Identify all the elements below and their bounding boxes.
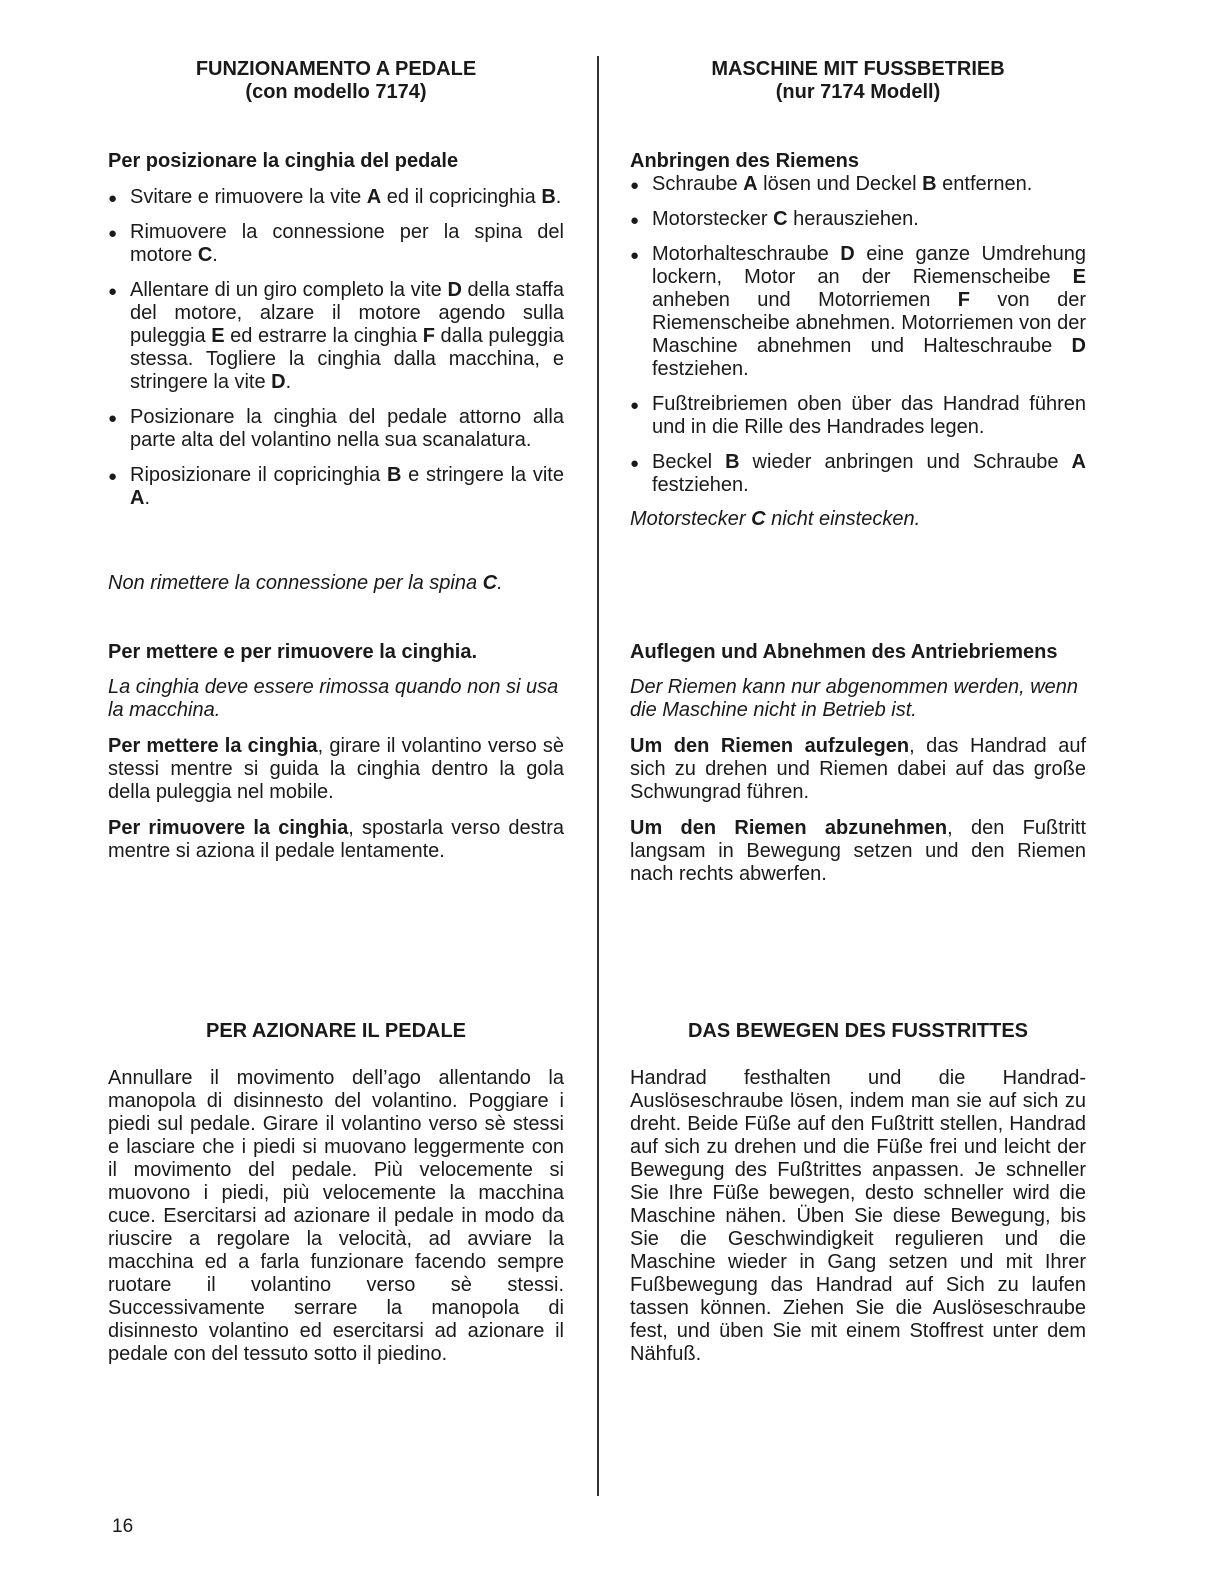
right-section3-title: DAS BEWEGEN DES FUSSTRITTES [687,1020,1029,1042]
left-section3-title: PER AZIONARE IL PEDALE [205,1020,467,1042]
list-item: ● Beckel B wieder anbringen und Schraube A festziehen. [630,451,1086,497]
list-item: ● Schraube A lösen und Deckel B entfernen. [630,173,1086,196]
right-section3-body: Handrad festhalten und die Handrad-Auslöseschraube lösen, indem man sie auf sich zu dreht. Beide Füße auf den Fußtritt stellen, Handrad auf sich zu drehen und die Füße frei und leicht der Bewegung des Fußtrittes anpassen. Je schneller Sie Ihre Füße bewegen, desto schneller wird die Maschine nähen. Üben Sie diese Bewegung, bis Sie die Geschwindigkeit regulieren und die Maschine wieder in Gang setzen und mit Ihrer Fußbewegung das Handrad auf Sich zu laufen tassen können. Ziehen Sie die Auslöseschraube fest, und üben Sie mit einem Stoffrest unter dem Nähfuß. [630,1067,1086,1365]
left-section2-heading: Per mettere e per rimuovere la cinghia. [108,641,478,663]
right-title-line1: MASCHINE MIT FUSSBETRIEB [711,58,1005,80]
left-section1-note: Non rimettere la connessione per la spina C. [108,572,503,594]
list-item: ● Motorhalteschraube D eine ganze Umdrehung lockern, Motor an der Riemenscheibe E anheben und Motorriemen F von der Riemenscheibe abnehmen. Motorriemen von der Maschine abnehmen und Halteschraube D festziehen. [630,243,1086,381]
left-section1-bullets [108,186,564,522]
list-item: ● Fußtreibriemen oben über das Handrad führen und in die Rille des Handrades legen. [630,393,1086,439]
left-title-line2: (con modello 7174) [245,81,427,103]
right-section2-para2: Um den Riemen abzunehmen, den Fußtritt langsam in Bewegung setzen und den Riemen nach rechts abwerfen. [630,817,1087,885]
list-item: ● Allentare di un giro completo la vite D della staffa del motore, alzare il motore agendo sulla puleggia E ed estrarre la cinghia F dalla puleggia stessa. Togliere la cinghia dalla macchina, e stringere la vite D. [108,279,564,394]
right-section1-heading: Anbringen des Riemens [630,150,859,172]
right-title-line2: (nur 7174 Modell) [775,81,941,103]
left-section1-title [108,58,564,104]
right-section2-note: Der Riemen kann nur abgenommen werden, wenn die Maschine nicht in Betrieb ist. [630,676,1079,721]
left-title-line1: FUNZIONAMENTO A PEDALE [195,58,477,80]
list-item: ● Riposizionare il copricinghia B e stringere la vite A. [108,464,564,510]
list-item: ● Motorstecker C herausziehen. [630,208,1086,231]
list-item: ● Posizionare la cinghia del pedale attorno alla parte alta del volantino nella sua scanalatura. [108,406,564,452]
list-item: ● Svitare e rimuovere la vite A ed il copricinghia B. [108,186,564,209]
left-section2-para2: Per rimuovere la cinghia, spostarla verso destra mentre si aziona il pedale lentamente. [108,817,564,862]
right-section1-bullets [630,173,1086,509]
left-section1-heading: Per posizionare la cinghia del pedale [108,150,459,172]
left-section2-note: La cinghia deve essere rimossa quando non si usa la macchina. [108,676,559,721]
page-number: 16 [112,1516,134,1537]
left-section3-body: Annullare il movimento dell’ago allentando la manopola di disinnesto del volantino. Poggiare i piedi sul pedale. Girare il volantino verso sè stessi e lasciare che i piedi si muovano leggermente con il movimento del pedale. Più velocemente si muovono i piedi, più velocemente la macchina cuce. Esercitarsi ad azionare il pedale in modo da riuscire a regolare la velocità, ad avviare la macchina ed a farla funzionare facendo sempre ruotare il volantino verso sè stessi. Successivamente serrare la manopola di disinnesto volantino ed esercitarsi ad azionare il pedale con del tessuto sotto il piedino. [108,1067,564,1365]
left-section2-para1: Per mettere la cinghia, girare il volantino verso sè stessi mentre si guida la cinghia dentro la gola della puleggia nel mobile. [108,735,564,803]
right-section2-para1: Um den Riemen aufzulegen, das Handrad auf sich zu drehen und Riemen dabei auf das große Schwungrad führen. [630,735,1086,803]
column-divider [597,56,599,1496]
right-section2-heading: Auflegen und Abnehmen des Antriebriemens [630,641,1058,663]
right-section1-title [630,58,1086,104]
list-item: ● Rimuovere la connessione per la spina del motore C. [108,221,564,267]
right-section1-note: Motorstecker C nicht einstecken. [630,508,921,530]
